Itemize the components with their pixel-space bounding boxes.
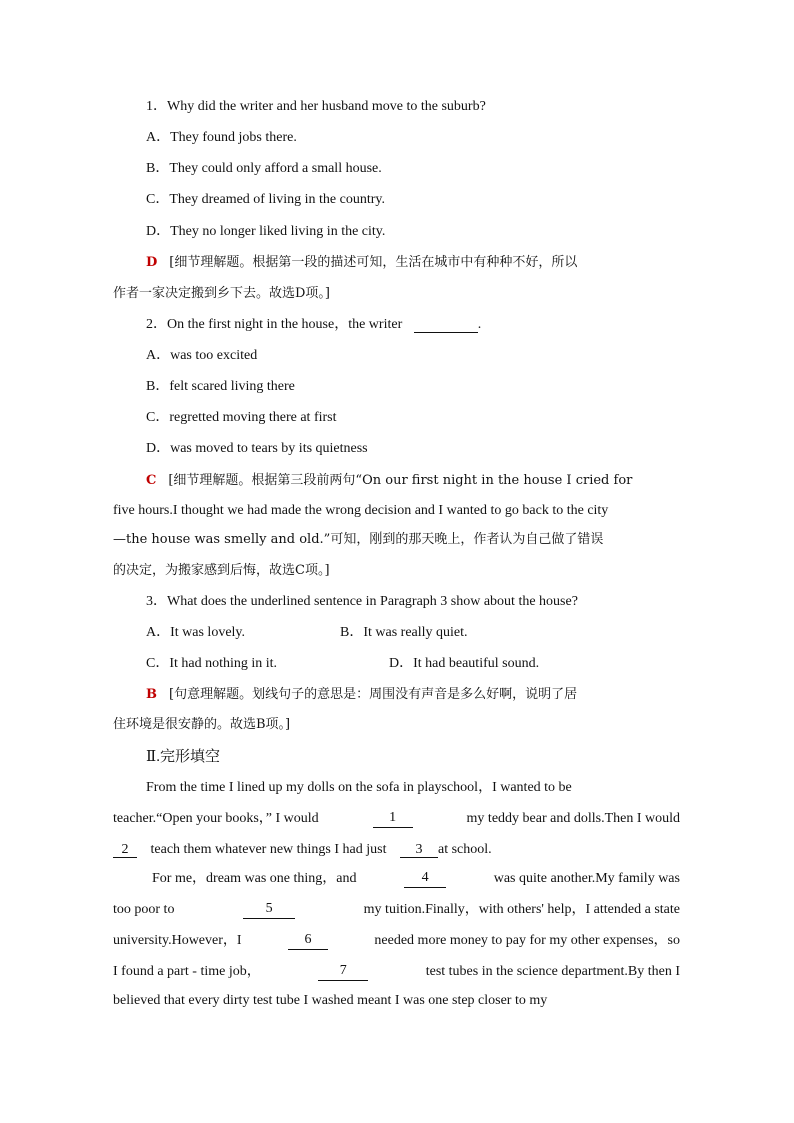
q2-option-a: A．was too excited bbox=[146, 348, 258, 363]
cloze-line-1: From the time I lined up my dolls on the sofa in playschool，I wanted to be bbox=[146, 780, 572, 795]
cloze-blank-2: 2 bbox=[113, 842, 137, 858]
cloze-blank-3: 3 bbox=[400, 842, 438, 858]
section-heading: Ⅱ.完形填空 bbox=[146, 749, 220, 765]
cloze-line-4: For me，dream was one thing，and 4 was quite another.My family was bbox=[152, 870, 680, 886]
q2-explanation-line4: 的决定，为搬家感到后悔，故选C项。] bbox=[113, 563, 330, 578]
q2-option-d: D．was moved to tears by its quietness bbox=[146, 441, 368, 456]
cloze-blank-7: 7 bbox=[318, 963, 368, 981]
q3-stem: 3．What does the underlined sentence in Paragraph 3 show about the house? bbox=[146, 594, 578, 609]
q3-answer: B bbox=[146, 687, 157, 702]
q1-explanation-line1: D [细节理解题。根据第一段的描述可知，生活在城市中有种种不好，所以 bbox=[146, 255, 578, 270]
cloze-line-3: 2 teach them whatever new things I had just 3 at school. bbox=[113, 841, 492, 859]
q3-option-c: C．It had nothing in it. bbox=[146, 656, 278, 671]
q1-answer: D bbox=[146, 255, 158, 270]
q1-option-a: A．They found jobs there. bbox=[146, 130, 297, 145]
q2-answer: C bbox=[146, 473, 157, 488]
q1-stem: 1．Why did the writer and her husband move to the suburb? bbox=[146, 99, 486, 114]
cloze-line-6: university.However，I 6 needed more money to pay for my other expenses，so bbox=[113, 932, 680, 948]
q1-explanation-line2: 作者一家决定搬到乡下去。故选D项。] bbox=[113, 286, 330, 301]
q2-explanation-line2: five hours.I thought we had made the wrong decision and I wanted to go back to the city bbox=[113, 503, 609, 518]
q1-option-d: D．They no longer liked living in the city. bbox=[146, 224, 386, 239]
cloze-blank-6: 6 bbox=[288, 932, 328, 950]
cloze-blank-5: 5 bbox=[243, 901, 295, 919]
cloze-line-5: too poor to 5 my tuition.Finally，with others' help，I attended a state bbox=[113, 901, 680, 917]
q3-option-a: A．It was lovely. bbox=[146, 625, 246, 640]
cloze-line-7: I found a part - time job， 7 test tubes in the science department.By then I bbox=[113, 963, 680, 979]
q2-explanation-line1: C [细节理解题。根据第三段前两句“On our first night in the house I cried for bbox=[146, 473, 633, 488]
q3-explanation-line1: B [句意理解题。划线句子的意思是：周围没有声音是多么好啊，说明了居 bbox=[146, 687, 578, 702]
cloze-blank-1: 1 bbox=[373, 810, 413, 828]
q1-option-b: B．They could only afford a small house. bbox=[146, 161, 382, 176]
q1-option-c: C．They dreamed of living in the country. bbox=[146, 192, 385, 207]
q2-option-c: C．regretted moving there at first bbox=[146, 410, 337, 425]
q3-option-b: B．It was really quiet. bbox=[340, 625, 468, 640]
cloze-line-2: teacher.“Open your books，” I would 1 my teddy bear and dolls.Then I would bbox=[113, 810, 680, 826]
q3-explanation-line2: 住环境是很安静的。故选B项。] bbox=[113, 717, 291, 732]
q2-stem: 2．On the first night in the house，the writer . bbox=[146, 317, 482, 332]
q2-blank bbox=[414, 317, 478, 333]
q2-explanation-line3: —the house was smelly and old.”可知，刚到的那天晚上，作者认为自己做了错误 bbox=[113, 532, 604, 547]
cloze-line-8: believed that every dirty test tube I washed meant I was one step closer to my bbox=[113, 993, 548, 1008]
q2-option-b: B．felt scared living there bbox=[146, 379, 295, 394]
cloze-blank-4: 4 bbox=[404, 870, 446, 888]
q3-option-d: D．It had beautiful sound. bbox=[389, 656, 540, 671]
